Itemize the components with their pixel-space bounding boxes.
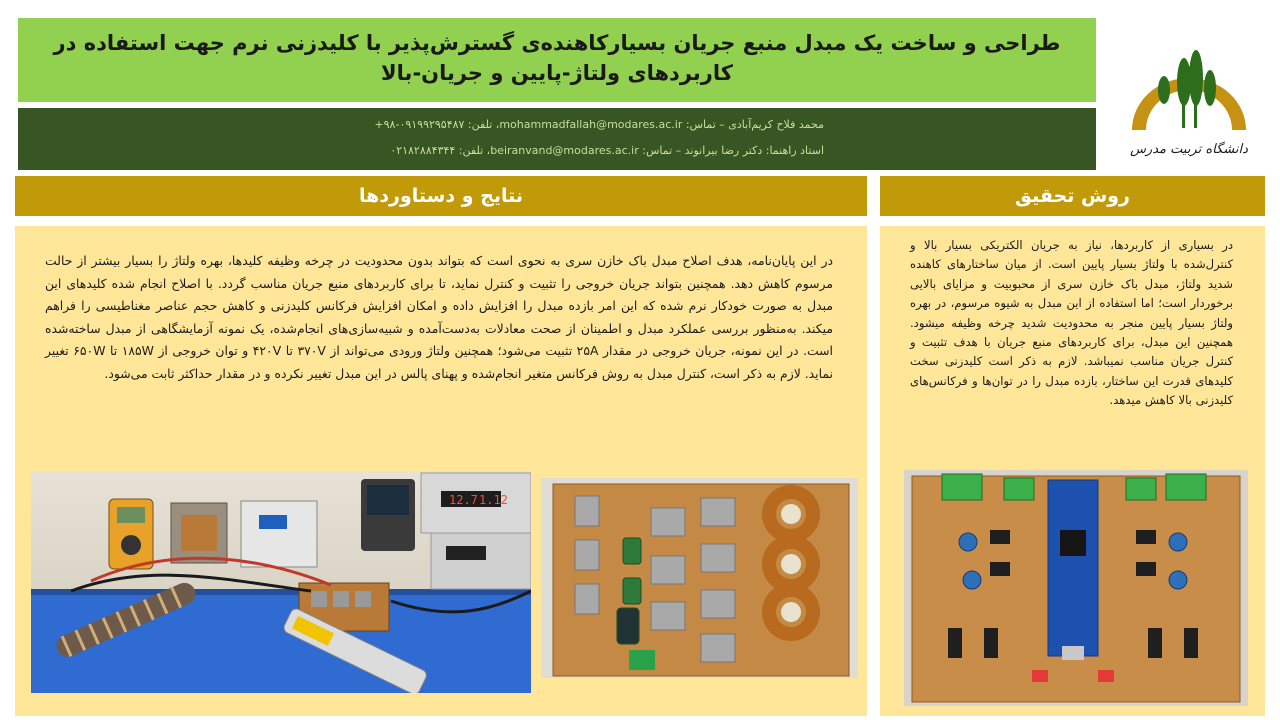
logo-emblem-icon bbox=[1124, 38, 1254, 168]
supply-current-readout: 1.12 bbox=[479, 493, 508, 507]
method-header: روش تحقیق bbox=[880, 176, 1265, 216]
microcontroller-board bbox=[1048, 480, 1098, 656]
logo-text: دانشگاه تربیت مدرس bbox=[1130, 142, 1248, 157]
lab-test-setup-photo bbox=[31, 471, 531, 693]
logo-tree-4 bbox=[1204, 70, 1216, 106]
student-contact: محمد فلاح کریم‌آبادی – تماس: mohammadfallah@modares.ac.ir، تلفن: ۰۹۱۹۹۲۹۵۴۸۷-۹۸+ bbox=[374, 118, 824, 131]
poster-title: طراحی و ساخت یک مبدل منبع جریان بسیارکاهنده‌ی گسترش‌پذیر با کلیدزنی نرم جهت استفاده در کاربردهای ولتاژ-پایین و جریان-بالا bbox=[18, 18, 1096, 102]
supply-voltage-readout: 12.7 bbox=[449, 493, 478, 507]
supervisor-contact: استاد راهنما: دکتر رضا بیرانوند – تماس: beiranvand@modares.ac.ir، تلفن: ۰۲۱۸۲۸۸۴۳۴۴ bbox=[390, 144, 824, 157]
power-board-photo bbox=[541, 478, 858, 678]
university-logo bbox=[1124, 38, 1254, 168]
logo-tree-2 bbox=[1177, 58, 1191, 106]
logo-tree-1 bbox=[1158, 76, 1170, 104]
logo-tree-3 bbox=[1189, 50, 1203, 106]
method-text: در بسیاری از کاربردها، نیاز به جریان الکتریکی بسیار بالا و کنترل‌شده با ولتاژ بسیار پایین است. از میان ساختارهای کاهنده شدید ولتاژ، مبدل باک خازن سری از محبوبیت و مزایای بالایی برخوردار است؛ اما استفاده از این مبدل به شیوه مرسوم، در بهره ولتاژ بسیار پایین منجر به محدودیت شدید چرخه وظیفه میشود. همچنین این مبدل، برای کاربردهای منبع جریان با هدف تثبیت و کنترل جریان مناسب نمیباشد. لازم به ذکر است کلیدزنی سخت کلیدهای قدرت این ساختار، بازده مبدل را در توان‌ها و فرکانس‌های کلیدزنی بالا کاهش میدهد. bbox=[910, 238, 1233, 408]
results-text: در این پایان‌نامه، هدف اصلاح مبدل باک خازن سری به نحوی است که بتواند بدون محدودیت در چرخه وظیفه کلیدها، بهره ولتاژ را بسیار بیشتر از حالت مرسوم کاهش دهد. همچنین بتواند جریان خروجی را تثبیت و کنترل نماید، تا برای کاربردهای منبع جریان مناسب گردد. با اصلاح انجام شده کلیدهای این مبدل به صورت خودکار نرم شده که این امر بازده مبدل را افزایش داده و امکان افزایش فرکانس کلیدزنی و کاهش حجم عناصر مغناطیسی را فراهم میکند. به‌منظور بررسی عملکرد مبدل و اطمینان از صحت معادلات به‌دست‌آمده و شبیه‌سازی‌های انجام‌شده، یک نمونه آزمایشگاهی از مبدل ساخته‌شده است. در این نمونه، جریان خروجی در مقدار ۲۵A تثبیت می‌شود؛ همچنین ولتاژ ورودی می‌تواند از ۳۷۰V تا ۴۲۰V و توان خروجی از ۱۸۵W تا ۶۵۰W تغییر نماید. لازم به ذکر است، کنترل مبدل به روش فرکانس متغیر انجام‌شده و پهنای پالس در این مبدل تغییر نکرده و در مقدار حداکثر ثابت می‌شود. bbox=[45, 253, 834, 381]
control-board-photo bbox=[904, 470, 1248, 706]
authors-bar bbox=[18, 108, 1096, 170]
results-header: نتایج و دستاوردها bbox=[15, 176, 867, 216]
